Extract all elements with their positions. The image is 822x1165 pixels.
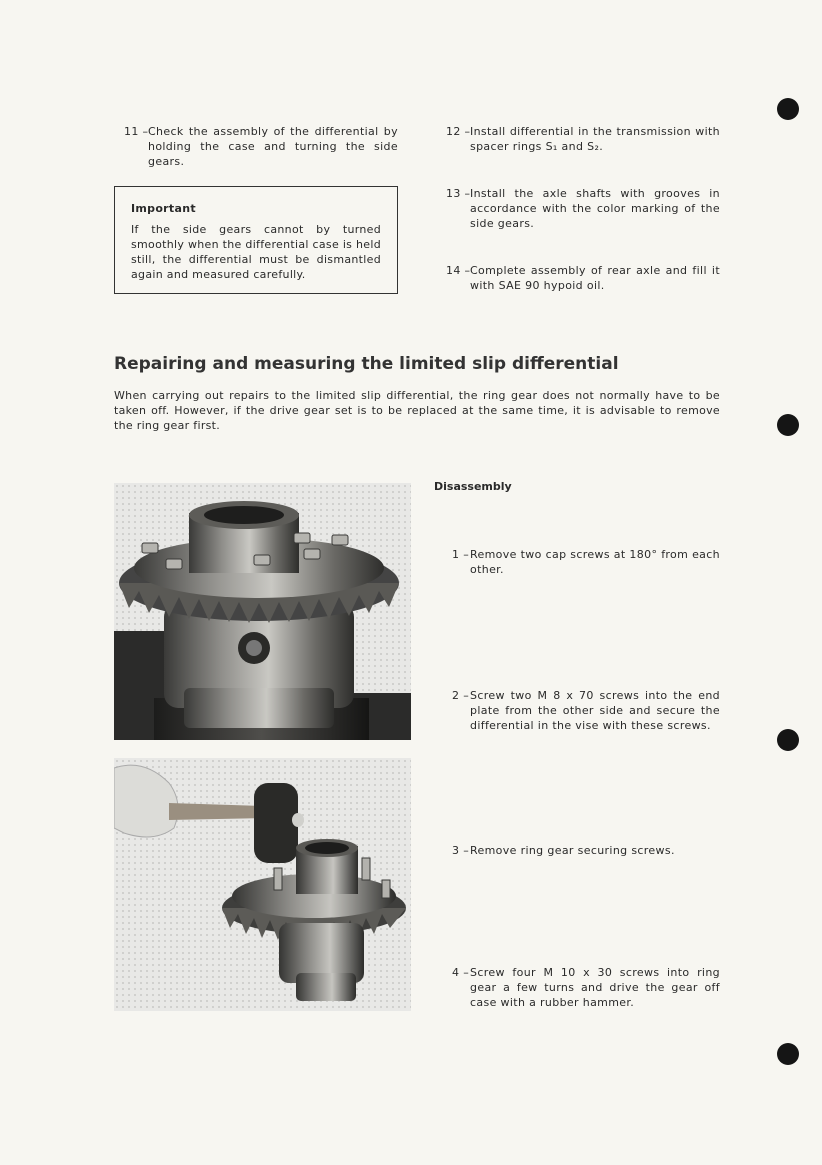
important-body: If the side gears cannot by turned smoothly when the differential case is held still, the differential must be dismantled again and measured carefully.	[131, 223, 381, 281]
punch-hole	[777, 414, 799, 436]
step-number: 14 –	[446, 264, 471, 277]
punch-hole	[777, 1043, 799, 1065]
step-number: 1 –	[452, 548, 470, 561]
punch-hole	[777, 729, 799, 751]
step-14	[446, 263, 720, 295]
differential-photo	[114, 483, 411, 740]
differential-illustration	[114, 483, 411, 740]
disassembly-heading: Disassembly	[434, 480, 512, 493]
step-number: 4 –	[452, 966, 470, 979]
hammer-illustration	[114, 758, 411, 1011]
step-text: Check the assembly of the differential by holding the case and turning the side gears.	[148, 125, 398, 168]
step-text: Complete assembly of rear axle and fill it with SAE 90 hypoid oil.	[470, 264, 720, 292]
step-text: Screw four M 10 x 30 screws into ring gear a few turns and drive the gear off case with a rubber hammer.	[470, 966, 720, 1009]
important-note	[114, 186, 398, 294]
important-title: Important	[131, 202, 196, 215]
step-number: 13 –	[446, 187, 471, 200]
step-12	[446, 124, 720, 156]
hammer-photo	[114, 758, 411, 1011]
step-number: 3 –	[452, 844, 470, 857]
step-number: 2 –	[452, 689, 470, 702]
disassembly-step-4	[452, 965, 720, 1013]
disassembly-step-3	[452, 843, 720, 861]
section-heading: Repairing and measuring the limited slip differential	[114, 354, 619, 374]
step-13	[446, 186, 720, 234]
disassembly-step-1	[452, 547, 720, 579]
step-text: Remove two cap screws at 180° from each other.	[470, 548, 720, 576]
step-text: Install the axle shafts with grooves in accordance with the color marking of the side gears.	[470, 187, 720, 230]
step-number: 11 –	[124, 125, 149, 138]
step-text: Install differential in the transmission with spacer rings S₁ and S₂.	[470, 125, 720, 153]
step-11	[124, 124, 398, 168]
punch-hole	[777, 98, 799, 120]
step-number: 12 –	[446, 125, 471, 138]
step-text: Remove ring gear securing screws.	[470, 844, 675, 857]
disassembly-step-2	[452, 688, 720, 736]
step-text: Screw two M 8 x 70 screws into the end plate from the other side and secure the differential in the vise with these screws.	[470, 689, 720, 732]
section-intro: When carrying out repairs to the limited slip differential, the ring gear does not normally have to be taken off. However, if the drive gear set is to be replaced at the same time, it is advisable to remove the ring gear first.	[114, 389, 720, 432]
